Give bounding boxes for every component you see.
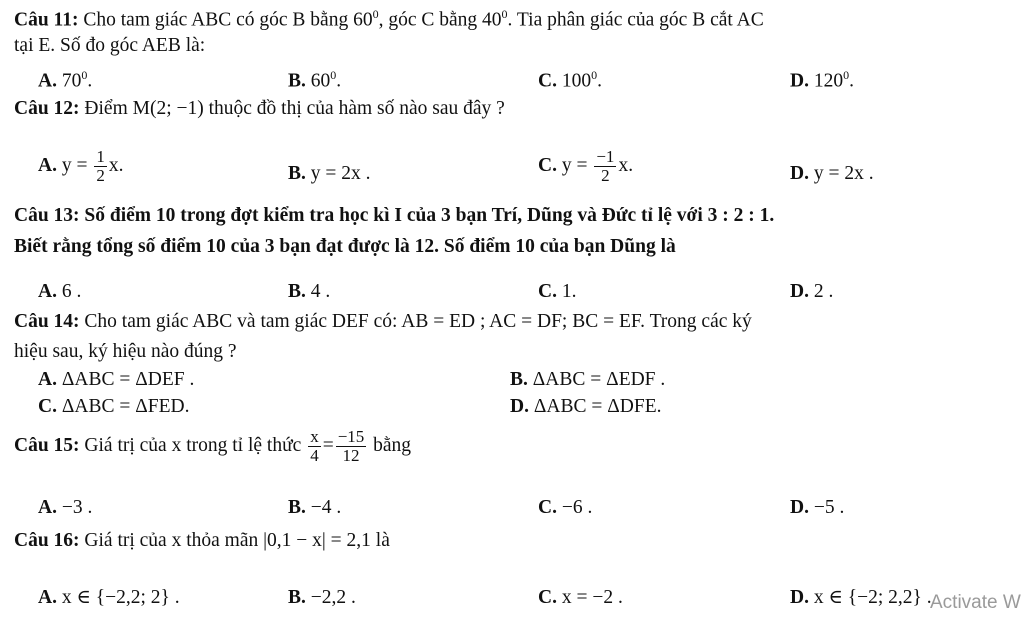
- q16-number: Câu 16:: [14, 530, 80, 551]
- q11-option-c: C. $100^0$.: [538, 68, 602, 92]
- q15-fraction-minus15-12: $\frac{-15}{12}$: [337, 427, 365, 466]
- q16-option-b: B. −2,2 .: [288, 587, 356, 608]
- q14-option-a: A. ΔABC = ΔDEF .: [38, 369, 195, 390]
- q13-number: Câu 13:: [14, 205, 80, 226]
- q12-c-fraction: $\frac{-1}{2}$: [596, 147, 615, 185]
- q14-option-d: D. ΔABC = ΔDFE.: [510, 396, 662, 417]
- q15-option-d: D. −5 .: [790, 497, 845, 518]
- q15-fraction-x-4: $\frac{x}{4}$: [310, 427, 319, 466]
- q12-stem: Câu 12: Điểm M(2; −1) thuộc đồ thị của hàm số nào sau đây ?: [14, 98, 505, 119]
- q15-stem: Câu 15: Giá trị của x trong tỉ lệ thức $\frac{x}{4}$ = $\frac{-15}{12}$ bằng: [14, 427, 412, 466]
- q11-option-d: D. $120^0$.: [790, 68, 854, 92]
- q11-option-a: A. $70^0$.: [38, 68, 93, 92]
- q11-stem: Câu 11: Cho tam giác ABC có góc B bằng $60^0$, góc C bằng $40^0$. Tia phân giác của góc B cắt AC: [14, 7, 764, 31]
- q15-option-c: C. −6 .: [538, 497, 593, 518]
- q12-number: Câu 12:: [14, 98, 80, 119]
- q14-option-b: B. ΔABC = ΔEDF .: [510, 369, 666, 390]
- q15-option-b: B. −4 .: [288, 497, 342, 518]
- q11-number: Câu 11:: [14, 9, 79, 31]
- q14-stem: Câu 14: Cho tam giác ABC và tam giác DEF có: AB = ED ; AC = DF; BC = EF. Trong các ký: [14, 311, 752, 332]
- q12-option-c: C. y = $\frac{-1}{2}$ x.: [538, 147, 634, 185]
- q13-option-b: B. 4 .: [288, 281, 331, 302]
- q14-option-c: C. ΔABC = ΔFED.: [38, 396, 190, 417]
- q12-option-b: B. y = 2x .: [288, 163, 371, 184]
- activate-windows-watermark: Activate W: [930, 592, 1021, 613]
- q16-option-c: C. x = −2 .: [538, 587, 623, 608]
- q12-a-fraction: $\frac{1}{2}$: [96, 147, 105, 185]
- q16-option-a: A. x ∈ {−2,2; 2} .: [38, 587, 180, 608]
- q12-option-a: A. y = $\frac{1}{2}$ x.: [38, 147, 124, 185]
- q11-stem-line2: tại E. Số đo góc AEB là:: [14, 35, 206, 56]
- q16-stem: Câu 16: Giá trị của x thỏa mãn |0,1 − x| = 2,1 là: [14, 530, 390, 551]
- q11-option-b: B. $60^0$.: [288, 68, 342, 92]
- q12-option-d: D. y = 2x .: [790, 163, 874, 184]
- q13-stem-line2: Biết rằng tổng số điểm 10 của 3 bạn đạt được là 12. Số điểm 10 của bạn Dũng là: [14, 236, 676, 257]
- q13-option-a: A. 6 .: [38, 281, 82, 302]
- q15-option-a: A. −3 .: [38, 497, 93, 518]
- q15-number: Câu 15:: [14, 435, 80, 456]
- q14-stem-line2: hiệu sau, ký hiệu nào đúng ?: [14, 341, 237, 362]
- q16-option-d: D. x ∈ {−2; 2,2} .: [790, 587, 932, 608]
- q13-stem: Câu 13: Số điểm 10 trong đợt kiểm tra học kì I của 3 bạn Trí, Dũng và Đức tỉ lệ với 3 : 2 : 1.: [14, 205, 775, 226]
- q14-number: Câu 14:: [14, 311, 80, 332]
- q13-option-c: C. 1.: [538, 281, 577, 302]
- q13-option-d: D. 2 .: [790, 281, 834, 302]
